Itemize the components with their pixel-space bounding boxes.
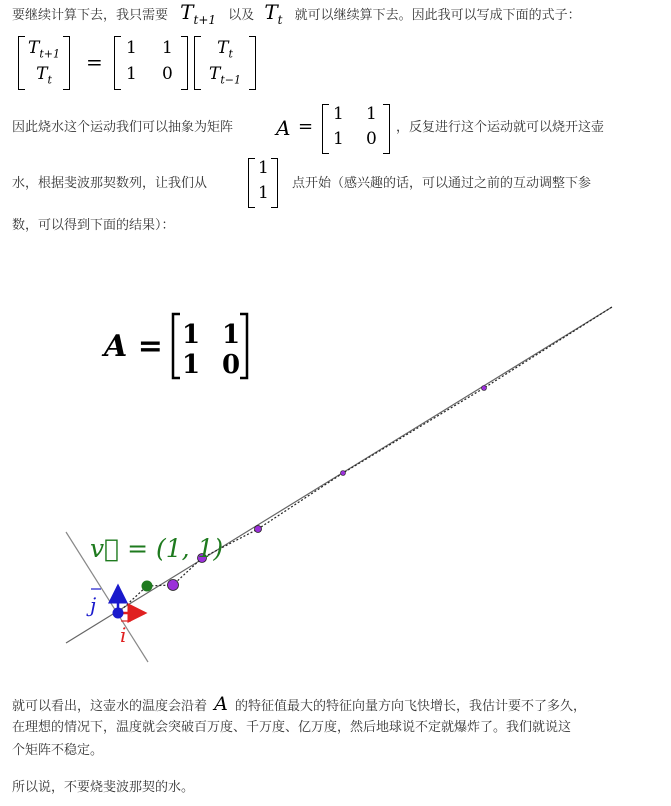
lhs-vector (18, 36, 70, 90)
matrix-a-inline (276, 104, 394, 156)
rhs-bottom: $T_{t-1}$ (209, 64, 241, 87)
p1-text-after: 就可以继续算下去。因此我可以写成下面的式子： (294, 8, 581, 23)
matrix-cell: 1 (126, 64, 137, 84)
paragraph-3-line-2 (12, 718, 571, 738)
basis-j-label: j (90, 593, 97, 617)
vector-cell: 1 (258, 183, 269, 203)
fib-matrix (114, 36, 188, 90)
paragraph-3-line-1 (12, 694, 586, 717)
math-var-t: $T_t$ (264, 0, 283, 27)
math-var-a: A (214, 693, 228, 715)
p4-line1: 所以说，不要烧斐波那契的水。 (12, 780, 195, 795)
figure-matrix-label: A = (104, 329, 163, 364)
trajectory-point (482, 386, 487, 391)
p2-line2-after: 点开始（感兴趣的话，可以通过之前的互动调整下参 (292, 176, 592, 191)
matrix-cell: 1 (162, 38, 173, 58)
eq1-equals: = (86, 50, 103, 74)
figure-matrix-left-bracket (173, 314, 180, 378)
matrix-a-symbol: A (276, 116, 291, 140)
p1-text-before: 要继续计算下去，我只需要 (12, 8, 169, 23)
figure-matrix-cell: 1 (182, 350, 201, 380)
figure-matrix-cell: 1 (182, 320, 201, 350)
rhs-top: $T_t$ (217, 38, 233, 61)
math-var-t-next: $T_{t+1}$ (180, 0, 217, 27)
paragraph-3-line-3 (12, 741, 103, 761)
paragraph-4 (12, 778, 194, 798)
lhs-top: $T_{t+1}$ (28, 38, 60, 61)
matrix-cell: 1 (366, 104, 377, 124)
start-point-v (142, 581, 153, 592)
paragraph-1 (12, 2, 581, 30)
vector-label: v⃗ = (1, 1) (90, 534, 224, 563)
trajectory-point (168, 580, 179, 591)
equation-recurrence (18, 36, 258, 92)
p3-line1-before: 就可以看出，这壶水的温度会沿着 (12, 699, 208, 714)
basis-i-label: i (120, 623, 127, 647)
matrix-a-brackets (322, 104, 390, 154)
matrix-cell: 1 (126, 38, 137, 58)
matrix-cell: 1 (333, 129, 344, 149)
lhs-bottom: $T_t$ (36, 64, 52, 87)
trajectory-point (341, 471, 346, 476)
figure-matrix-cell: 1 (222, 320, 241, 350)
start-vector (248, 158, 278, 208)
matrix-a-equals: = (298, 116, 314, 137)
paragraph-2-line-1 (12, 118, 233, 138)
trajectory-point (255, 526, 262, 533)
p2-line2-before: 水，根据斐波那契数列，让我们从 (12, 176, 208, 191)
figure-matrix-right-bracket (240, 314, 247, 378)
p3-line1-after: 的特征值最大的特征向量方向飞快增长，我估计要不了多久， (235, 699, 587, 714)
p1-text-mid: 以及 (228, 8, 255, 23)
p2-line1-before: 因此烧水这个运动我们可以抽象为矩阵 (12, 120, 234, 135)
matrix-cell: 0 (162, 64, 173, 84)
p2-line1-after: ，反复进行这个运动就可以烧开这壶 (396, 120, 605, 135)
p3-line2: 在理想的情况下，温度就会突破百万度、千万度、亿万度，然后地球说不定就爆炸了。我们就说这 (12, 720, 572, 735)
paragraph-2-line-1-after (396, 118, 604, 138)
matrix-cell: 0 (366, 129, 377, 149)
p3-line3: 个矩阵不稳定。 (12, 743, 104, 758)
origin-point (113, 608, 124, 619)
paragraph-2-line-3 (12, 216, 175, 236)
p2-line3: 数，可以得到下面的结果）： (12, 218, 175, 233)
rhs-vector (194, 36, 256, 90)
paragraph-2-line-2-after (292, 174, 591, 194)
figure-matrix (173, 314, 247, 380)
figure-matrix-cell: 0 (222, 350, 241, 380)
vector-cell: 1 (258, 158, 269, 178)
matrix-cell: 1 (333, 104, 344, 124)
paragraph-2-line-2 (12, 174, 207, 194)
eigenvector-figure (0, 250, 671, 670)
